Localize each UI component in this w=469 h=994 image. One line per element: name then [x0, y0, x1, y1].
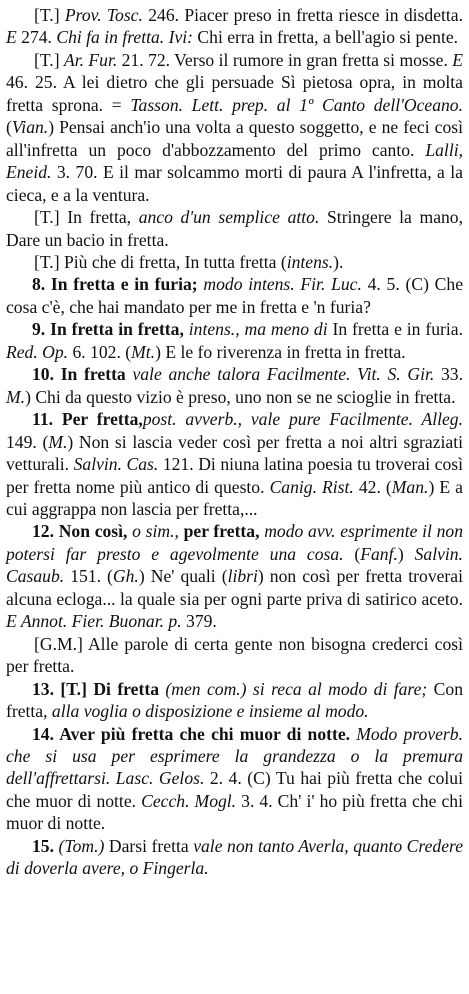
sense-11 — [6, 408, 463, 520]
italic-text: E Annot. Fier. Buonar. p. — [6, 611, 182, 632]
entry-heading: per fretta, — [183, 521, 260, 542]
para-semplice-atto — [6, 206, 463, 251]
italic-text: Gh. — [112, 566, 139, 587]
body-text: 46. 25. A lei dietro che gli persuade Sì pietosa opra, in molta fretta sprona. = — [6, 72, 463, 115]
italic-text: M. — [48, 431, 68, 452]
entry-heading: 10. In fretta — [32, 364, 126, 385]
entry-heading: 15. — [32, 835, 59, 856]
body-text: ) E le fo riverenza in fretta in fretta. — [155, 341, 406, 362]
body-text: 149. ( — [6, 431, 49, 452]
body-text: [T.] Più che di fretta, In tutta fretta ( — [34, 251, 287, 272]
body-text: [G.M.] Alle parole di certa gente non bisogna crederci così per fretta. — [6, 633, 463, 677]
body-text: [T.] — [34, 49, 64, 70]
body-text: 246. Piacer preso in fretta riesce in disdetta. — [142, 5, 463, 25]
italic-text: alla voglia o disposizione e insieme al modo. — [51, 701, 369, 722]
italic-text: Chi fa in fretta. Ivi: — [56, 27, 194, 48]
body-text: 33. — [434, 364, 464, 385]
para-ar-fur — [6, 49, 463, 206]
italic-text: Man. — [391, 476, 429, 497]
italic-text: o sim., — [132, 521, 179, 542]
italic-text: Vian. — [11, 117, 49, 138]
sense-10 — [6, 363, 463, 408]
body-text: ) E a cui aggrappa non lascia per fretta,... — [6, 476, 463, 519]
italic-text: Red. Op. — [6, 341, 69, 362]
italic-text: vale anche talora Facilmente. Vit. S. Gir. — [132, 364, 435, 385]
body-text: ) Pensai anch'io una volta a questo soggetto, e ne feci così all'infretta un poco d'abbozzamento del primo canto. — [6, 117, 463, 160]
italic-text: Cecch. Mogl. — [141, 790, 237, 811]
body-text: 2. 4. (C) Tu hai più fretta che colui che muor di notte. — [6, 768, 463, 811]
body-text: Darsi fretta — [104, 835, 194, 856]
italic-text: modo avv. esprimente il non potersi far presto e agevolmente una cosa. — [6, 521, 464, 564]
body-text: 379. — [181, 611, 217, 632]
body-text: 4. 5. (C) Che cosa c'è, che hai mandato per me in fretta e 'n furia? — [6, 274, 464, 317]
body-text: ) Non si lascia veder così per fretta a noi altri sgraziati vetturali. — [6, 431, 464, 475]
body-text: 3. 4. Ch' i' ho più fretta che chi muor di notte. — [6, 790, 463, 834]
entry-heading: 13. [T.] Di fretta — [32, 678, 159, 699]
sense-12 — [6, 520, 463, 632]
italic-text: anco d'un semplice atto. — [138, 207, 320, 228]
entry-heading: 11. Per fretta, — [32, 409, 143, 430]
body-text: [T.] — [34, 5, 65, 25]
body-text: ) non così per fretta troverai alcuna ecloga... la quale sia per ogni parte priva di satirico aceto. — [6, 566, 463, 609]
sense-13 — [6, 678, 463, 723]
italic-text: Fanf. — [360, 543, 398, 564]
body-text: In fretta e in furia. — [327, 319, 463, 340]
italic-text: intens. — [286, 251, 334, 272]
body-text: Chi erra in fretta, a bell'agio si pente. — [193, 27, 459, 48]
italic-text: intens., ma meno di — [188, 319, 328, 340]
sense-8 — [6, 273, 463, 318]
italic-text: E — [452, 49, 463, 70]
body-text: ( — [343, 543, 361, 564]
body-text: 151. ( — [64, 566, 113, 587]
italic-text: vale non tanto Averla, quanto Credere di doverla avere, o Fingerla. — [6, 835, 464, 879]
entry-heading: 9. In fretta in fretta, — [32, 319, 184, 340]
body-text: 21. 72. Verso il rumore in gran fretta si mosse. — [117, 49, 453, 70]
entry-heading: 8. In fretta e in furia; — [32, 274, 198, 295]
italic-text: Prov. Tosc. — [64, 5, 143, 25]
italic-text: modo intens. Fir. Luc. — [203, 274, 362, 295]
body-text: ) Chi da questo vizio è preso, uno non se ne scioglie in fretta. — [25, 386, 456, 407]
para-gm — [6, 633, 463, 678]
entry-heading: 14. Aver più fretta che chi muor di notte. — [32, 723, 351, 744]
body-text: ) Ne' quali ( — [138, 566, 228, 587]
italic-text: M. — [6, 386, 26, 407]
italic-text: Mt. — [131, 341, 156, 362]
sense-15 — [6, 835, 463, 880]
entry-heading: 12. Non così, — [32, 521, 128, 542]
italic-text: Tasson. Lett. prep. al 1º Canto dell'Oceano. — [130, 94, 463, 115]
italic-text: Canig. Rist. — [269, 476, 354, 497]
body-text: 274. — [16, 27, 57, 48]
sense-9 — [6, 318, 463, 363]
body-text: 121. Di niuna latina poesia tu troverai così per fretta nome più antico di questo. — [6, 454, 464, 497]
italic-text: Modo proverb. che si usa per esprimere la grandezza o la premura dell'affrettarsi. Lasc. Gelos. — [6, 723, 463, 789]
para-intens — [6, 251, 463, 273]
body-text: [T.] In fretta, — [34, 207, 139, 228]
italic-text: E — [6, 27, 17, 48]
italic-text: Lalli, Eneid. — [6, 139, 463, 183]
body-text: 3. 70. E il mar solcammo morti di paura A l'infretta, a la cieca, e a la ventura. — [6, 162, 463, 205]
body-text: ( — [6, 117, 12, 138]
italic-text: libri — [227, 566, 258, 587]
sense-14 — [6, 723, 463, 835]
italic-text: (Tom.) — [58, 835, 105, 856]
body-text: ) — [397, 543, 415, 564]
para-tosc — [6, 4, 463, 49]
italic-text: Ar. Fur. — [63, 49, 118, 70]
italic-text: Salvin. Casaub. — [6, 543, 463, 587]
body-text: 42. ( — [353, 476, 392, 497]
body-text: Stringere la mano, Dare un bacio in fretta. — [6, 207, 464, 250]
italic-text: post. avverb., vale pure Facilmente. Alleg. — [142, 409, 464, 430]
body-text: 6. 102. ( — [68, 341, 132, 362]
italic-text: Salvin. Cas. — [73, 454, 159, 475]
body-text: Con fretta, — [6, 678, 464, 722]
body-text: ). — [333, 251, 344, 272]
italic-text: (men com.) si reca al modo di fare; — [165, 678, 428, 699]
